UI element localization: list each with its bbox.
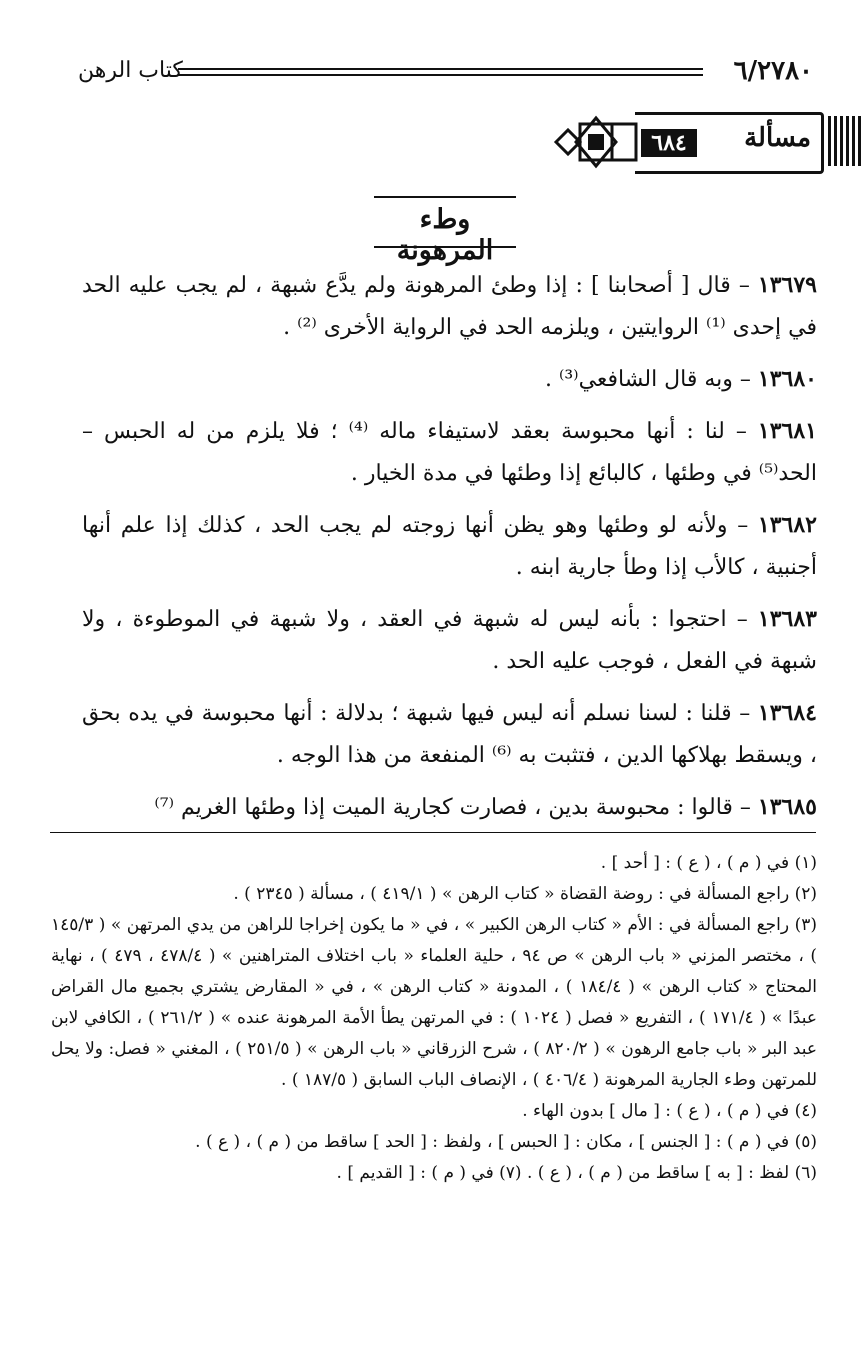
paragraph-text: – قلنا : لسنا نسلم أنه ليس فيها شبهة ؛ بدلالة : أنها محبوسة في يده بحق ، ويسقط بهلاكها الدين ، فتثبت به ⁽⁶⁾ المنفعة من هذا الوجه . [82,701,817,768]
banner-bars-decoration [828,116,864,166]
paragraph [82,504,817,589]
paragraph-text: – قالوا : محبوسة بدين ، فصارت كجارية الميت إذا وطئها الغريم ⁽⁷⁾ [154,795,758,820]
paragraph [82,410,817,495]
footnote: (٢) راجع المسألة في : روضة القضاة « كتاب الرهن » ( ٤١٩/١ ) ، مسألة ( ٢٣٤٥ ) . [233,884,817,904]
paragraph [82,264,817,349]
paragraph-number: ١٣٦٨٠ [757,366,817,392]
paragraph-text: – ولأنه لو وطئها وهو يظن أنها زوجته لم يجب الحد ، كذلك إذا علم أنها أجنبية ، كالأب إذا وطأ جارية ابنه . [82,513,817,580]
footnote-separator [50,832,816,833]
title-underline [374,246,516,248]
paragraph-number: ١٣٦٧٩ [757,272,817,298]
paragraph-number: ١٣٦٨٥ [757,794,817,820]
page-reference: ٦/٢٧٨٠ [733,56,813,86]
paragraph [82,598,817,683]
footnote: (١) في ( م ) ، ( ع ) : [ أحد ] . [600,853,817,873]
paragraph-text: – احتجوا : بأنه ليس له شبهة في العقد ، ولا شبهة في الموطوءة ، ولا شبهة في الفعل ، فوجب عليه الحد . [82,607,817,674]
paragraph-number: ١٣٦٨٣ [757,606,817,632]
paragraph [82,692,817,777]
paragraph-number: ١٣٦٨٤ [757,700,817,726]
chapter-title: وطء المرهونة [374,196,516,266]
main-text [82,264,817,838]
paragraph-text: – قال [ أصحابنا ] : إذا وطئ المرهونة ولم يدَّع شبهة ، لم يجب عليه الحد في إحدى ⁽¹⁾ الروايتين ، ويلزمه الحد في الرواية الأخرى ⁽²⁾ . [82,273,817,340]
footnote: (٤) في ( م ) ، ( ع ) : [ مال ] بدون الهاء . [522,1101,817,1121]
footnote: (٣) راجع المسألة في : الأم « كتاب الرهن الكبير » ، في « ما يكون إخراجا للراهن من يدي المرتهن » ( ١٤٥/٣ ) ، مختصر المزني « باب الرهن » ص ٩٤ ، حلية العلماء « باب اختلاف المتراهنين » ( ٤٧٨/٤ ، ٤٧٩ ) ، نهاية المحتاج « كتاب الرهن » ( ١٨٤/٤ ) ، المدونة « كتاب الرهن » ، في « المقارض يشتري بجميع مال القراض عبدًا » ( ١٧١/٤ ) ، التفريع « فصل ( ١٠٢٤ ) : في المرتهن يطأ الأمة المرهونة عنده » ( ٢٦١/٢ ) ، الكافي لابن عبد البر « باب جامع الرهون » ( ٨٢٠/٢ ) ، شرح الزرقاني « باب الرهن » ( ٢٥١/٥ ) ، المغني « فصل: ولا يحل للمرتهن وطء الجارية المرهونة ( ٤٠٦/٤ ) ، الإنصاف الباب السابق ( ١٨٧/٥ ) . [51,915,817,1090]
masala-number: ٦٨٤ [641,129,697,157]
footnote: (٥) في ( م ) : [ الجنس ] ، مكان : [ الحبس ] ، ولفظ : [ الحد ] ساقط من ( م ) ، ( ع ) . [195,1132,817,1152]
masala-box [635,112,824,174]
footnote: (٦) لفظ : [ به ] ساقط من ( م ) ، ( ع ) . (٧) في ( م ) : [ القديم ] . [336,1163,817,1183]
paragraph [82,358,817,401]
paragraph-text: – وبه قال الشافعي⁽³⁾ . [544,367,758,392]
paragraph-number: ١٣٦٨١ [757,418,817,444]
masala-label: مسألة [744,123,811,153]
knot-ornament-icon [552,114,642,170]
paragraph-number: ١٣٦٨٢ [757,512,817,538]
paragraph-text: – لنا : أنها محبوسة بعقد لاستيفاء ماله ⁽⁴⁾ ؛ فلا يلزم من له الحبس – الحد⁽⁵⁾ في وطئها ، كالبائع إذا وطئها في مدة الخيار . [82,419,817,486]
masala-banner [552,112,864,172]
book-title: كتاب الرهن [78,58,183,83]
footnotes [51,848,817,1189]
header-double-rule [178,68,703,76]
paragraph [82,786,817,829]
running-header [78,56,813,92]
